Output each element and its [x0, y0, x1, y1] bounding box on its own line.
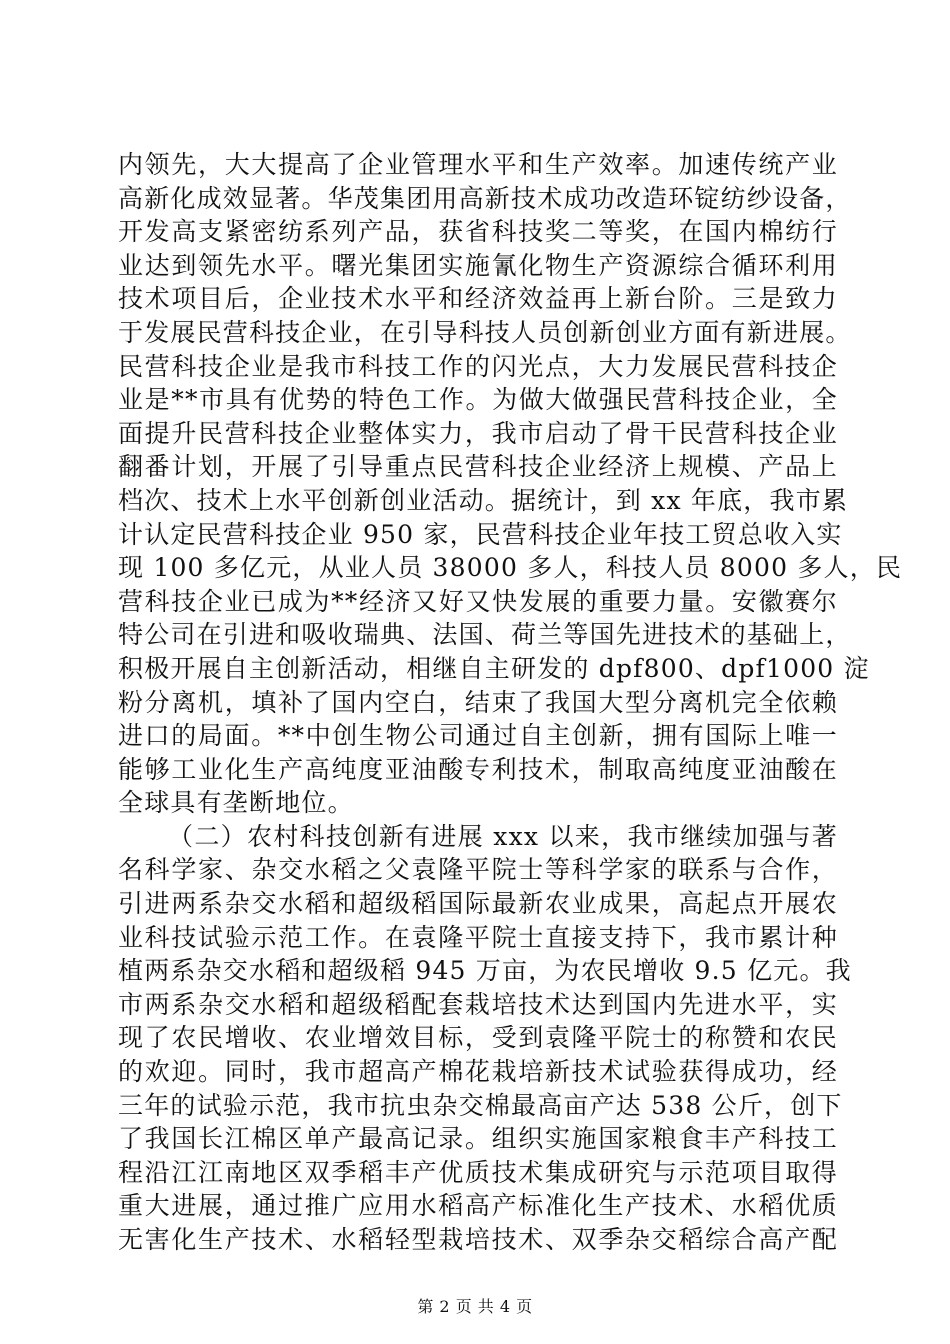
text-line: 高新化成效显著。华茂集团用高新技术成功改造环锭纺纱设备，	[118, 183, 852, 213]
text-line: 重大进展，通过推广应用水稻高产标准化生产技术、水稻优质	[118, 1191, 838, 1221]
text-line: 粉分离机，填补了国内空白，结束了我国大型分离机完全依赖	[118, 687, 838, 717]
page-footer: 第 2 页 共 4 页	[417, 1297, 533, 1316]
text-line: 面提升民营科技企业整体实力，我市启动了骨干民营科技企业	[118, 418, 838, 448]
text-line: 技术项目后，企业技术水平和经济效益再上新台阶。三是致力	[118, 284, 838, 314]
text-line: 现 100 多亿元，从业人员 38000 多人，科技人员 8000 多人，民	[118, 553, 903, 583]
text-line: 业科技试验示范工作。在袁隆平院士直接支持下，我市累计种	[118, 922, 838, 952]
body-text	[118, 148, 903, 1257]
text-line: 植两系杂交水稻和超级稻 945 万亩，为农民增收 9.5 亿元。我	[118, 956, 852, 986]
text-line: 程沿江江南地区双季稻丰产优质技术集成研究与示范项目取得	[118, 1157, 838, 1187]
text-line: 积极开展自主创新活动，相继自主研发的 dpf800、dpf1000 淀	[118, 653, 870, 683]
text-line: 业是**市具有优势的特色工作。为做大做强民营科技企业，全	[118, 385, 838, 415]
text-line: 内领先，大大提高了企业管理水平和生产效率。加速传统产业	[118, 150, 838, 179]
text-line: 营科技企业已成为**经济又好又快发展的重要力量。安徽赛尔	[118, 586, 838, 616]
text-line: 于发展民营科技企业，在引导科技人员创新创业方面有新进展。	[118, 317, 852, 347]
paragraph-end-line: 全球具有垄断地位。	[118, 788, 354, 818]
text-line: 特公司在引进和吸收瑞典、法国、荷兰等国先进技术的基础上，	[118, 620, 852, 650]
text-line: 名科学家、杂交水稻之父袁隆平院士等科学家的联系与合作，	[118, 855, 838, 885]
text-line: 民营科技企业是我市科技工作的闪光点，大力发展民营科技企	[118, 351, 838, 381]
text-line: 的欢迎。同时，我市超高产棉花栽培新技术试验获得成功，经	[118, 1057, 838, 1087]
text-line: 业达到领先水平。曙光集团实施氰化物生产资源综合循环利用	[118, 250, 838, 280]
paragraph-start-line: （二）农村科技创新有进展 xxx 以来，我市继续加强与著	[168, 821, 838, 851]
text-line: 现了农民增收、农业增效目标，受到袁隆平院士的称赞和农民	[118, 1023, 838, 1053]
text-line: 市两系杂交水稻和超级稻配套栽培技术达到国内先进水平，实	[118, 989, 838, 1019]
text-line: 三年的试验示范，我市抗虫杂交棉最高亩产达 538 公斤，创下	[118, 1090, 843, 1120]
text-line: 能够工业化生产高纯度亚油酸专利技术，制取高纯度亚油酸在	[118, 754, 838, 784]
text-line: 进口的局面。**中创生物公司通过自主创新，拥有国际上唯一	[118, 721, 838, 751]
text-line: 档次、技术上水平创新创业活动。据统计，到 xx 年底，我市累	[118, 485, 849, 515]
text-line: 了我国长江棉区单产最高记录。组织实施国家粮食丰产科技工	[118, 1124, 838, 1154]
text-line: 引进两系杂交水稻和超级稻国际最新农业成果，高起点开展农	[118, 889, 838, 919]
text-line: 无害化生产技术、水稻轻型栽培技术、双季杂交稻综合高产配	[118, 1225, 838, 1254]
text-line: 翻番计划，开展了引导重点民营科技企业经济上规模、产品上	[118, 452, 838, 482]
text-line: 开发高支紧密纺系列产品，获省科技奖二等奖，在国内棉纺行	[118, 217, 838, 247]
text-line: 计认定民营科技企业 950 家，民营科技企业年技工贸总收入实	[118, 519, 843, 549]
